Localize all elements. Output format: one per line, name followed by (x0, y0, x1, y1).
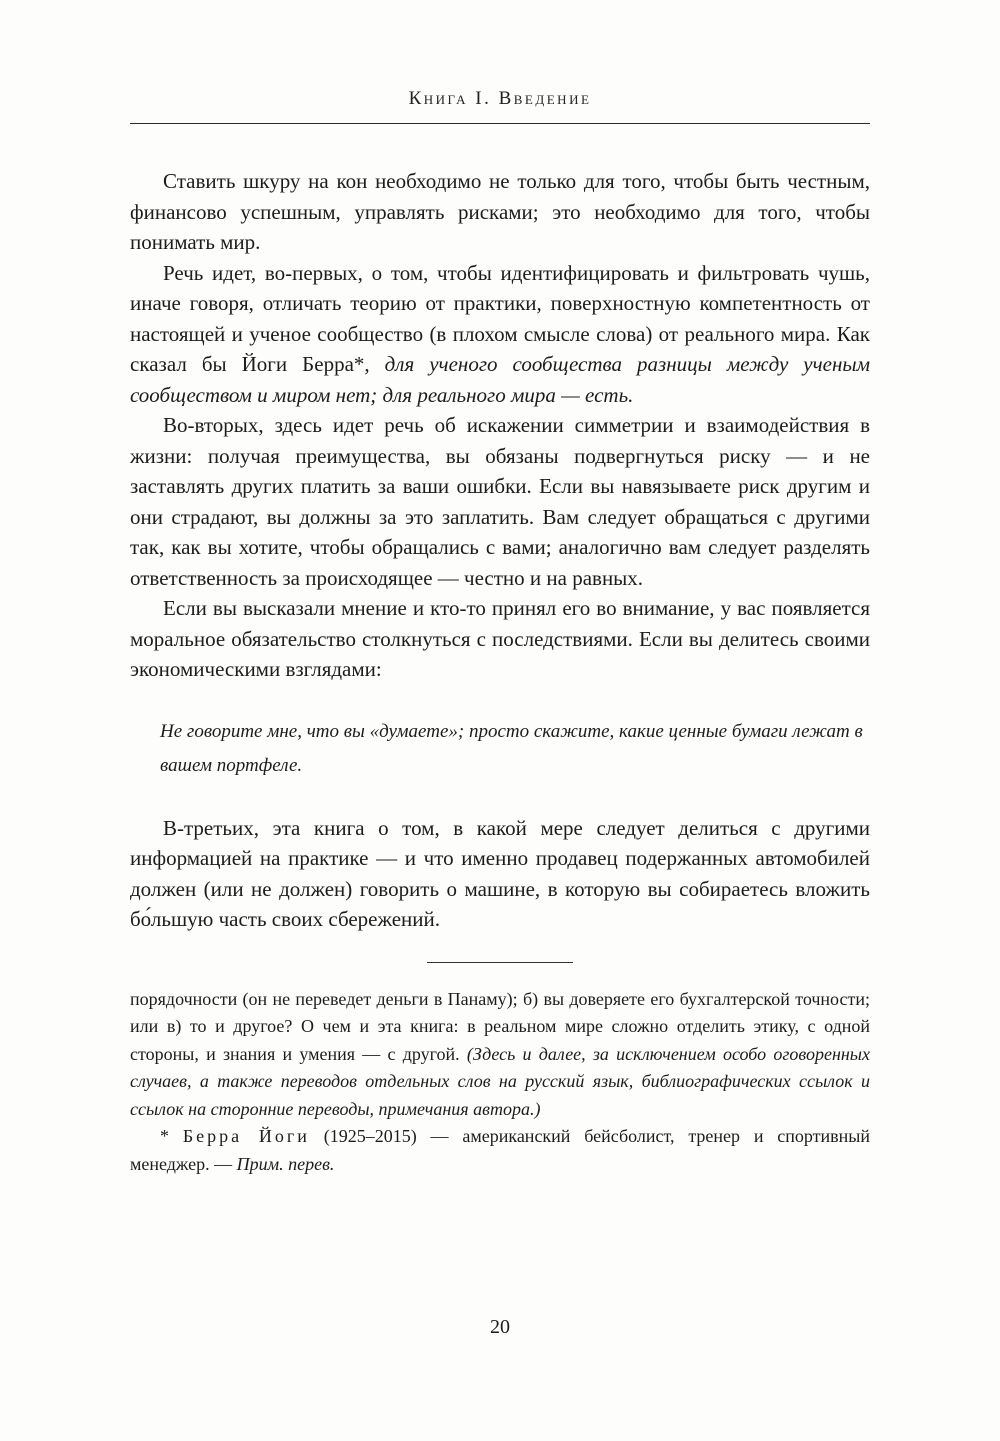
footnote-translator (130, 1123, 870, 1178)
footnote-continuation (130, 986, 870, 1124)
body-paragraph-3: Во-вторых, здесь идет речь об искажении симметрии и взаимодействия в жизни: получая преимущества, вы обязаны подвергнуться риску — и не заставлять других платить за ваши ошибки. Если вы навязываете риск другим и они страдают, вы должны за это заплатить. Вам следует обращаться с другими так, как вы хотите, чтобы обращались с вами; аналогично вам следует разделять ответственность за происходящее — честно и на равных. (130, 413, 870, 590)
text-run: Речь идет, во-первых, о том, чтобы идентифицировать и фильтровать чушь, иначе говоря, отличать теорию от практики, поверхностную компетентность от настоящей и ученое сообщество (в плохом смысле слова) от реального мира. Как сказал бы Йоги Берра*, (130, 260, 870, 376)
text-column (130, 0, 870, 1178)
header-rule (130, 123, 870, 124)
body-paragraph-4: Если вы высказали мнение и кто-то принял его во внимание, у вас появляется моральное обязательство столкнуться с последствиями. Если вы делитесь своими экономическими взглядами: (130, 596, 870, 681)
block-quote: Не говорите мне, что вы «думаете»; просто скажите, какие ценные бумаги лежат в вашем портфеле. (160, 720, 863, 776)
body-paragraph-5: В-третьих, эта книга о том, в какой мере следует делиться с другими информацией на практике — и что именно продавец подержанных автомобилей должен (или не должен) говорить о машине, в которую вы собираетесь вложить бо́льшую часть своих сбережений. (130, 815, 870, 931)
body-text (130, 166, 870, 935)
text-run: порядочности (он не переведет деньги в Панаму); б) вы доверяете его бухгалтерской точности; или в) то и другое? О чем и эта книга: в реальном мире сложно отделить этику, с одной стороны, и знания и умения — с другой. (130, 988, 870, 1064)
body-paragraph-2 (130, 258, 870, 411)
translator-note: Прим. перев. (236, 1153, 335, 1174)
footnotes (130, 986, 870, 1179)
text-run-italic: для ученого сообщества разницы между ученым сообществом и миром нет; для реального мира — есть. (130, 352, 870, 407)
page-number: 20 (490, 1316, 510, 1338)
text-run-italic: (Здесь и далее, за исключением особо оговоренных случаев, а также переводов отдельных слов на русский язык, библиографических ссылок и ссылок на сторонние переводы, примечания автора.) (130, 1043, 870, 1119)
footnote-separator (427, 962, 573, 963)
text-run: (1925–2015) — американский бейсболист, тренер и спортивный менеджер. — (130, 1126, 871, 1174)
body-paragraph-1: Ставить шкуру на кон необходимо не только для того, чтобы быть честным, финансово успешным, управлять рисками; это необходимо для того, чтобы понимать мир. (130, 169, 870, 254)
person-name: Берра Йоги (182, 1126, 310, 1146)
running-header: Книга I. Введение (408, 88, 592, 109)
footnote-marker: * (160, 1126, 183, 1146)
